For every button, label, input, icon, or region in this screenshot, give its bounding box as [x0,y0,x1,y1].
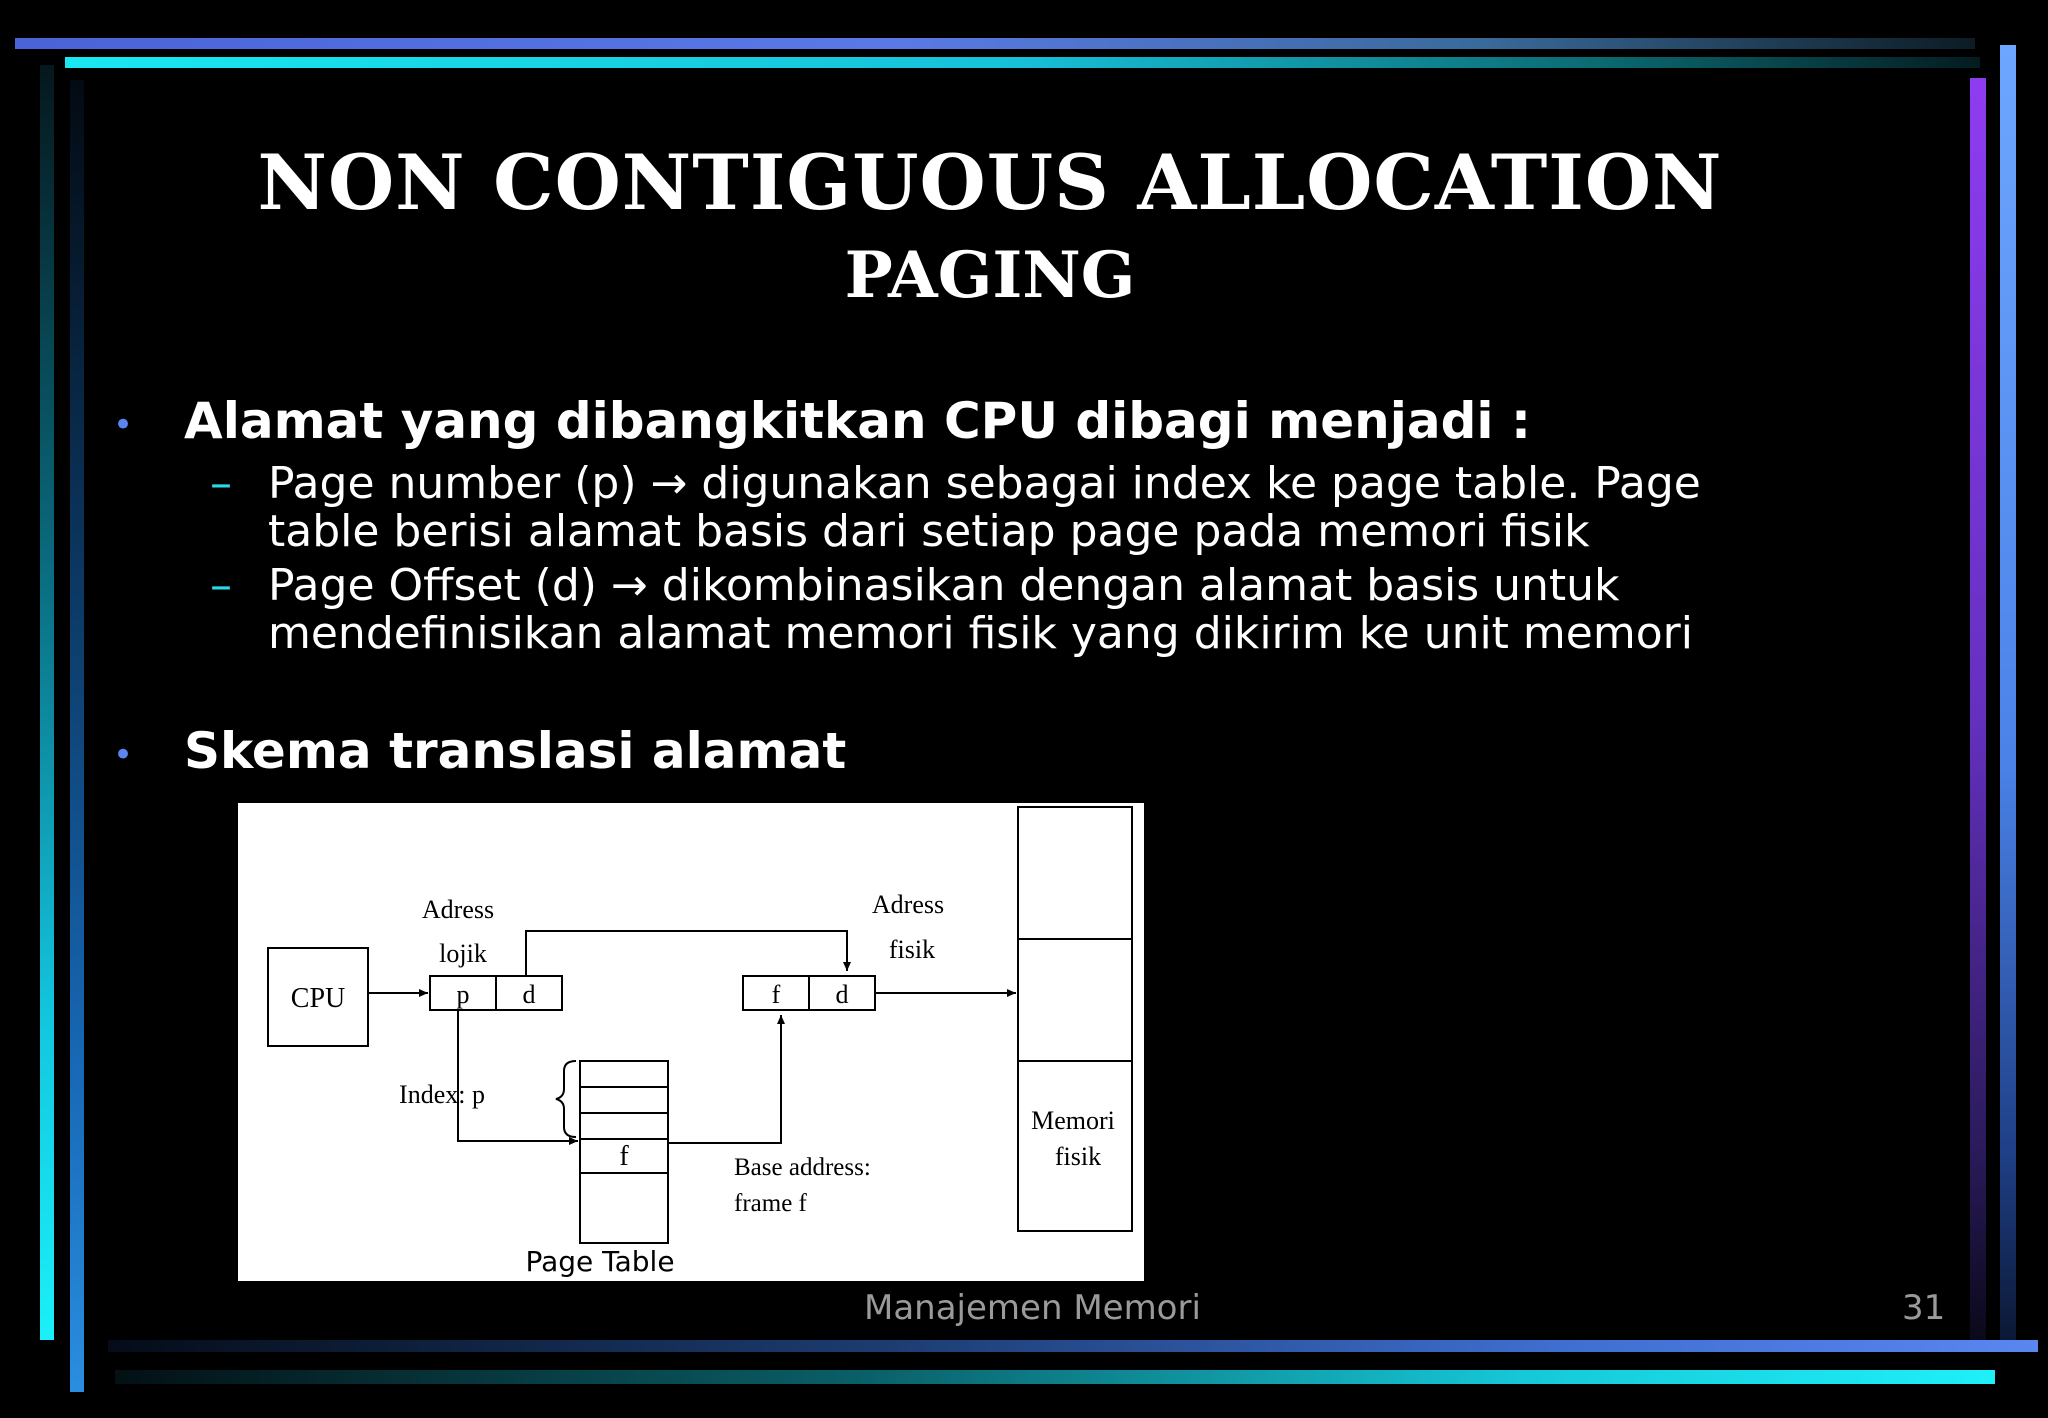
address-translation-diagram [238,803,1144,1281]
slide-subtitle: PAGING [844,238,1136,313]
logical-address-label-2: lojik [439,939,487,968]
physical-f-label: f [771,980,781,1009]
frame-bar-bottom-outer [108,1340,2038,1352]
subitem-page-offset [268,562,1693,658]
frame-bar-bottom-inner [115,1370,1995,1384]
footer-title: Manajemen Memori [864,1288,1201,1328]
base-address-label: Base address: [734,1154,871,1181]
page-table-row [580,1113,668,1139]
subitem-line: mendefinisikan alamat memori fisik yang dikirim ke unit memori [268,608,1693,659]
frame-bar-top-inner [65,57,1980,68]
bullet-dot-icon: • [113,405,134,445]
physical-address-label-2: fisik [888,935,936,964]
subitem-line: Page number (p) → digunakan sebagai index ke page table. Page [268,458,1701,509]
bullet-item-2 [184,722,846,780]
subitem-page-number [268,460,1701,556]
memory-block [1018,807,1132,939]
logical-address-label: Adress [421,895,495,924]
bullet-text: Alamat yang dibangkitkan CPU dibagi menjadi : [184,392,1531,450]
frame-bar-right-outer [2000,45,2016,1350]
page-table-label: Page Table [525,1245,675,1278]
page-table-row [580,1173,668,1243]
subitem-line: table berisi alamat basis dari setiap page pada memori fisik [268,506,1590,557]
base-address-label-2: frame f [734,1190,807,1217]
memory-block [1018,939,1132,1061]
bullet-text: Skema translasi alamat [184,722,847,780]
index-label: Index: p [399,1080,485,1109]
frame-bar-top-outer [15,38,1975,49]
page-table-row [580,1061,668,1087]
dash-icon: – [210,560,232,611]
p-label: p [456,980,470,1009]
memory-label: Memori [1031,1106,1115,1135]
page-table-f-label: f [619,1141,629,1172]
cpu-label: CPU [290,983,346,1014]
bullet-dot-icon: • [113,735,134,775]
dash-icon: – [210,458,232,509]
page-number: 31 [1902,1288,1946,1328]
d-label: d [522,980,536,1009]
memory-label-2: fisik [1054,1142,1102,1171]
bullet-item-1 [184,392,1531,450]
physical-d-label: d [835,980,849,1009]
page-table-row [580,1087,668,1113]
diagram-background [238,803,1144,1281]
physical-address-label: Adress [871,890,945,919]
slide-title: NON CONTIGUOUS ALLOCATION [257,138,1723,227]
subitem-line: Page Offset (d) → dikombinasikan dengan alamat basis untuk [268,560,1620,611]
